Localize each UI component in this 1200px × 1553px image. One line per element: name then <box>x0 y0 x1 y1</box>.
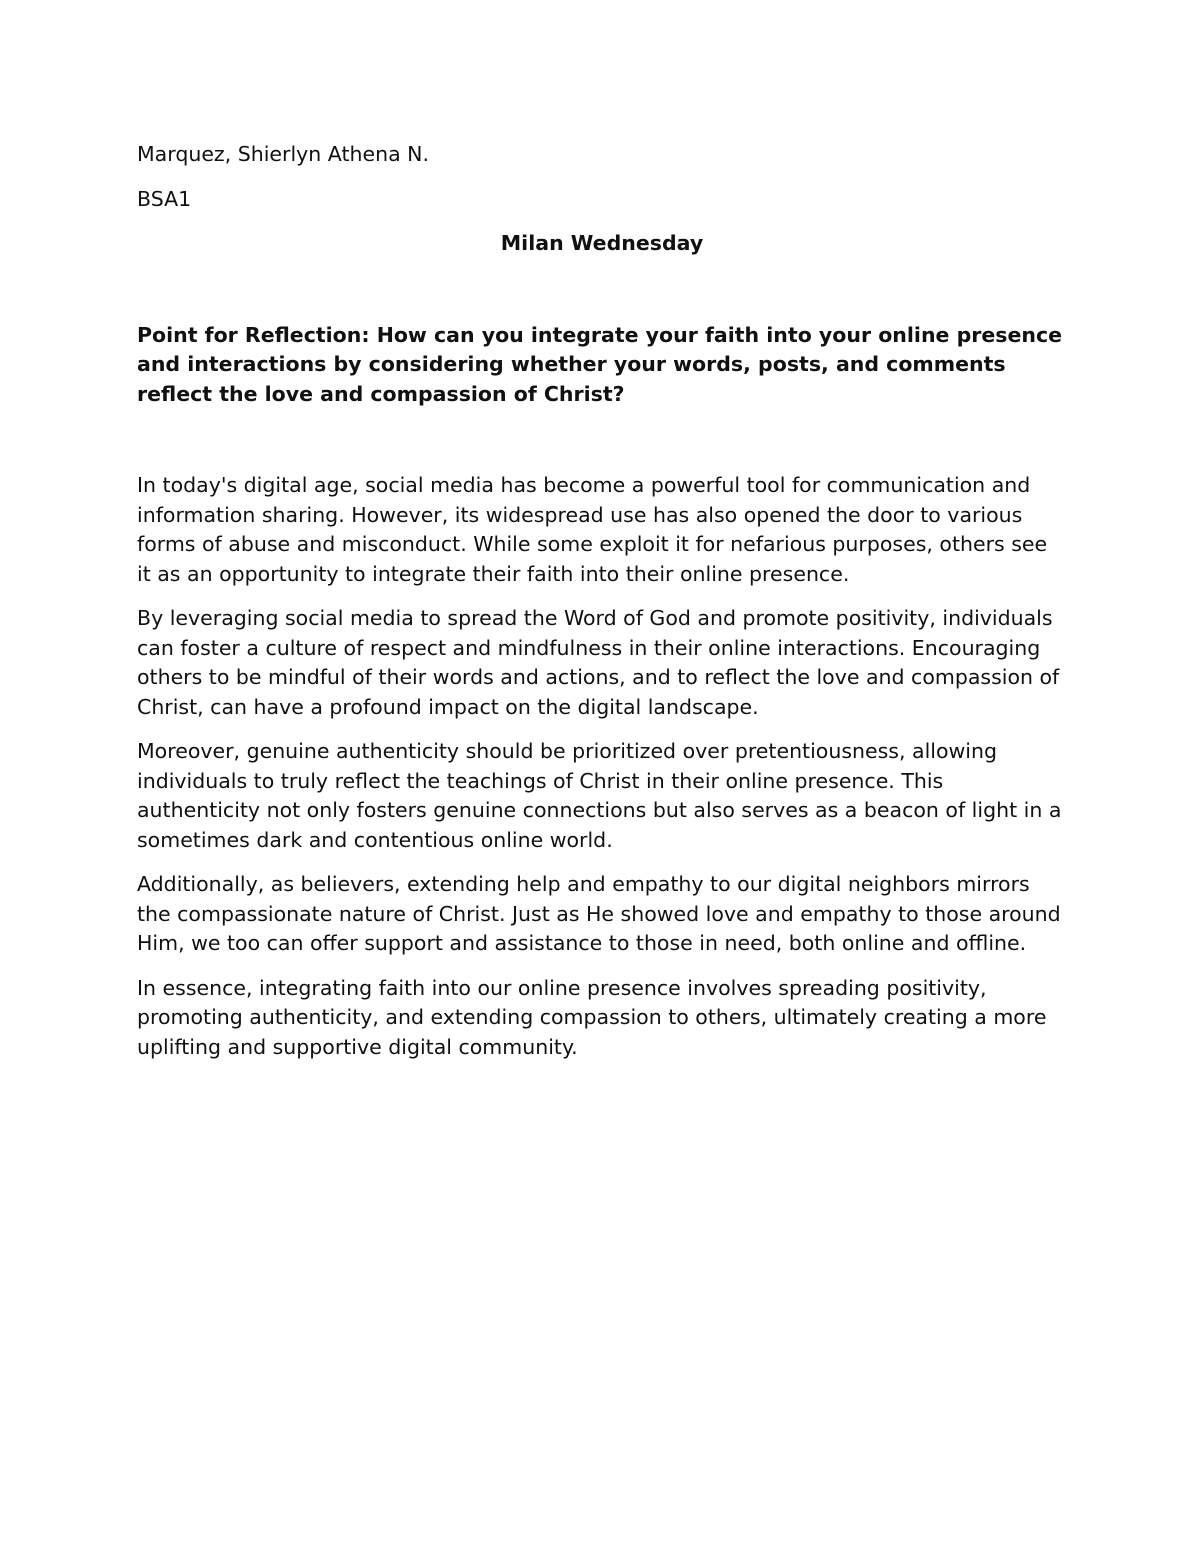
document-title: Milan Wednesday <box>500 231 704 255</box>
paragraph-4: Additionally, as believers, extending help and empathy to our digital neighbors mirrors the compassionate nature of Christ. Just as He showed love and empathy to those around Him, we too can offer support and assistance to those in need, both online and offline. <box>137 872 1061 955</box>
paragraph-5: In essence, integrating faith into our online presence involves spreading positivity, promoting authenticity, and extending compassion to others, ultimately creating a more uplifting and supportive digital community. <box>137 975 1047 1059</box>
reflection-prompt: Point for Reflection: How can you integrate your faith into your online presence and interactions by considering whether your words, posts, and comments reflect the love and compassion of Christ? <box>137 322 1063 406</box>
paragraph-3: Moreover, genuine authenticity should be prioritized over pretentiousness, allowing individuals to truly reflect the teachings of Christ in their online presence. This authenticity not only fosters genuine connections but also serves as a beacon of light in a sometimes dark and contentious online world. <box>137 739 1062 852</box>
paragraph-1: In today's digital age, social media has become a powerful tool for communication and information sharing. However, its widespread use has also opened the door to various forms of abuse and misconduct. While some exploit it for nefarious purposes, others see it as an opportunity to integrate their faith into their online presence. <box>137 473 1048 586</box>
document-body <box>137 140 1067 1077</box>
author-name: Marquez, Shierlyn Athena N. <box>137 142 430 166</box>
paragraph-2: By leveraging social media to spread the Word of God and promote positivity, individuals can foster a culture of respect and mindfulness in their online interactions. Encouraging others to be mindful of their words and actions, and to reflect the love and compassion of Christ, can have a profound impact on the digital landscape. <box>137 606 1060 719</box>
section-label: BSA1 <box>137 186 192 211</box>
